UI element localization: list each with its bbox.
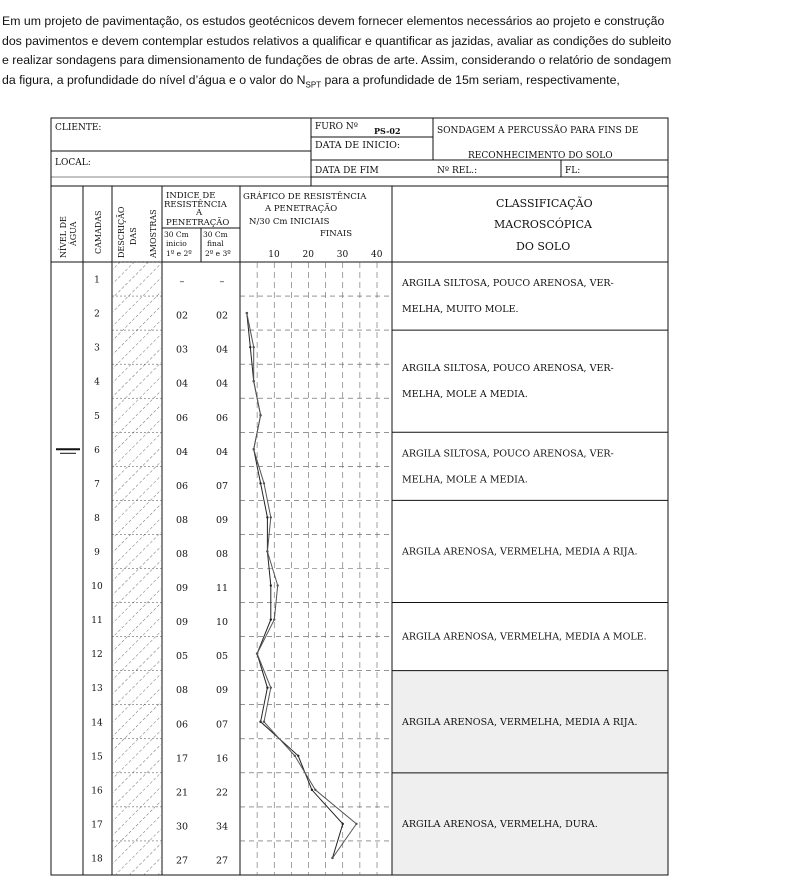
spt-point-finais xyxy=(314,789,316,791)
log-body xyxy=(51,262,668,875)
spt-point-finais xyxy=(266,550,268,552)
col-indice-2: RESISTÊNCIA xyxy=(164,200,227,210)
col-grafico-1: GRÁFICO DE RESISTÊNCIA xyxy=(243,192,367,202)
col-classificacao-3: DO SOLO xyxy=(516,240,571,253)
layer-depth: 1 xyxy=(94,275,100,286)
spt-final: 10 xyxy=(215,617,229,629)
spt-point-iniciais xyxy=(266,516,268,518)
spt-point-finais xyxy=(263,482,265,484)
spt-final: 04 xyxy=(215,344,229,356)
layer-depth: 2 xyxy=(94,309,100,320)
layer-depth: 14 xyxy=(91,718,103,729)
col-classificacao-1: CLASSIFICAÇÃO xyxy=(496,197,593,210)
soil-description: MELHA, MOLE A MEDIA. xyxy=(402,474,528,486)
spt-point-iniciais xyxy=(266,686,268,688)
spt-inicio: 04 xyxy=(175,378,189,390)
col-grafico-2: A PENETRAÇÃO xyxy=(265,204,338,214)
layer-depth: 7 xyxy=(94,479,100,490)
layer-depth: 5 xyxy=(94,411,100,422)
chart-tick-label: 40 xyxy=(371,250,383,260)
spt-point-finais xyxy=(263,721,265,723)
soil-description: ARGILA ARENOSA, VERMELHA, MEDIA A RIJA. xyxy=(402,546,638,558)
spt-point-finais xyxy=(273,618,275,620)
spt-point-iniciais xyxy=(270,618,272,620)
spt-point-finais xyxy=(259,414,261,416)
spt-point-finais xyxy=(253,346,255,348)
spt-final: 09 xyxy=(215,514,229,526)
col-descricao-1: DESCRIÇÃO xyxy=(117,206,126,258)
col-grafico-4: FINAIS xyxy=(320,229,353,239)
spt-inicio: 08 xyxy=(175,685,189,697)
spt-series-finais xyxy=(247,313,357,858)
layer-depth: 6 xyxy=(94,445,100,456)
col-indice-4: PENETRAÇÃO xyxy=(166,218,230,228)
spt-point-iniciais xyxy=(249,346,251,348)
spt-point-finais xyxy=(294,755,296,757)
spt-inicio: 06 xyxy=(175,412,189,424)
spt-final: 08 xyxy=(215,548,229,560)
soil-description: ARGILA SILTOSA, POUCO ARENOSA, VER- xyxy=(402,363,614,375)
col-camadas: CAMADAS xyxy=(94,210,103,254)
question-line-4-pre: da figura, a profundidade do nível d’água e o valor do N xyxy=(2,72,306,87)
spt-point-finais xyxy=(253,380,255,382)
layer-depth: 17 xyxy=(91,820,103,831)
col-nivel-agua-2: ÁGUA xyxy=(69,221,78,246)
chart-tick-label: 20 xyxy=(302,250,314,260)
local-label: LOCAL: xyxy=(55,158,91,168)
spt-final: 34 xyxy=(215,821,229,833)
spt-final: 02 xyxy=(215,310,229,322)
col-nivel-agua-1: NÍVEL DE xyxy=(59,216,68,258)
spt-point-finais xyxy=(246,312,248,314)
spt-inicio: – xyxy=(179,276,185,288)
spt-inicio: 02 xyxy=(175,310,189,322)
spt-point-iniciais xyxy=(259,721,261,723)
col-descricao-3: AMOSTRAS xyxy=(149,209,158,258)
spt-final: 27 xyxy=(215,855,229,867)
spt-inicio: 06 xyxy=(175,719,189,731)
question-line-1: Em um projeto de pavimentação, os estudos geotécnicos devem fornecer elementos necessários ao projeto e construção xyxy=(2,14,665,28)
col-final-1: 30 Cm xyxy=(203,230,228,239)
layer-depth: 3 xyxy=(94,343,100,354)
spt-final: 06 xyxy=(215,412,229,424)
soil-description: ARGILA SILTOSA, POUCO ARENOSA, VER- xyxy=(402,448,614,460)
soil-description: ARGILA ARENOSA, VERMELHA, DURA. xyxy=(402,818,598,830)
chart-tick-label: 10 xyxy=(268,250,280,260)
fl-label: FL: xyxy=(565,166,581,176)
layer-depth: 12 xyxy=(91,650,103,661)
spt-final: 04 xyxy=(215,446,229,458)
rel-label: Nº REL.: xyxy=(437,166,478,176)
spt-point-iniciais xyxy=(270,584,272,586)
question-line-2: dos pavimentos e devem contemplar estudos relativos a qualificar e quantificar as jazidas, avaliar as condições do subleito xyxy=(2,33,672,48)
spt-final: 22 xyxy=(215,787,229,799)
col-inicio-1: 30 Cm xyxy=(164,230,189,239)
col-final-2: final xyxy=(207,239,224,248)
col-indice-3: A xyxy=(196,208,203,218)
layer-depth: 11 xyxy=(91,616,103,627)
furo-label: FURO Nº xyxy=(315,122,358,132)
furo-value: PS-02 xyxy=(374,126,401,136)
spt-point-finais xyxy=(256,652,258,654)
spt-inicio: 04 xyxy=(175,446,189,458)
spt-final: 04 xyxy=(215,378,229,390)
spt-point-finais xyxy=(276,584,278,586)
layer-depth: 16 xyxy=(91,786,103,797)
layer-depth: 8 xyxy=(94,513,100,524)
col-grafico-3: N/30 Cm INICIAIS xyxy=(249,217,330,227)
spt-final: 05 xyxy=(215,651,229,663)
col-inicio-2: inicio xyxy=(166,239,187,248)
spt-point-iniciais xyxy=(342,823,344,825)
spt-inicio: 21 xyxy=(175,787,189,799)
soil-description: MELHA, MUITO MOLE. xyxy=(402,304,519,316)
spt-final: 07 xyxy=(215,480,229,492)
spt-final: – xyxy=(219,276,225,288)
layer-depth: 4 xyxy=(94,377,100,388)
soil-description: MELHA, MOLE A MEDIA. xyxy=(402,389,528,401)
spt-inicio: 09 xyxy=(175,583,189,595)
spt-inicio: 05 xyxy=(175,651,189,663)
spt-point-finais xyxy=(355,823,357,825)
spt-point-iniciais xyxy=(297,755,299,757)
col-indice-1: INDICE DE xyxy=(166,191,216,201)
chart-tick-label: 30 xyxy=(336,250,349,260)
soil-description: ARGILA SILTOSA, POUCO ARENOSA, VER- xyxy=(402,278,614,290)
spt-final: 16 xyxy=(215,753,229,765)
report-title-1: SONDAGEM A PERCUSSÃO PARA FINS DE xyxy=(437,126,639,136)
cliente-label: CLIENTE: xyxy=(55,123,102,133)
report-title-2: RECONHECIMENTO DO SOLO xyxy=(468,151,613,161)
spt-inicio: 03 xyxy=(175,344,189,356)
spt-inicio: 27 xyxy=(175,855,189,867)
layer-depth: 15 xyxy=(91,752,103,763)
spt-series-iniciais xyxy=(247,313,343,858)
spt-point-finais xyxy=(270,516,272,518)
spt-inicio: 06 xyxy=(175,480,189,492)
question-line-4-post: para a profundidade de 15m seriam, respectivamente, xyxy=(321,72,620,87)
spt-point-finais xyxy=(270,686,272,688)
water-level-marker xyxy=(56,449,80,453)
layer-depth: 9 xyxy=(94,547,100,558)
spt-point-iniciais xyxy=(311,789,313,791)
spt-final: 11 xyxy=(215,583,229,595)
soil-description: ARGILA ARENOSA, VERMELHA, MEDIA A RIJA. xyxy=(402,716,638,728)
spt-inicio: 08 xyxy=(175,514,189,526)
spt-inicio: 17 xyxy=(175,753,189,765)
spt-point-iniciais xyxy=(259,482,261,484)
col-final-3: 2º e 3º xyxy=(205,249,231,258)
col-descricao-2: DAS xyxy=(129,227,138,245)
col-inicio-3: 1º e 2º xyxy=(166,249,192,258)
spt-point-finais xyxy=(253,448,255,450)
spt-inicio: 30 xyxy=(175,821,189,833)
layer-depth: 13 xyxy=(91,684,103,695)
spt-inicio: 09 xyxy=(175,617,189,629)
spt-inicio: 08 xyxy=(175,548,189,560)
layer-depth: 18 xyxy=(91,854,103,865)
layer-depth: 10 xyxy=(91,582,103,593)
soil-description: ARGILA ARENOSA, VERMELHA, MEDIA A MOLE. xyxy=(402,631,647,643)
col-classificacao-2: MACROSCÓPICA xyxy=(494,218,593,231)
spt-final: 07 xyxy=(215,719,229,731)
data-fim-label: DATA DE FIM xyxy=(315,166,379,176)
spt-final: 09 xyxy=(215,685,229,697)
question-line-3: e realizar sondagens para dimensionamento de fundações de obras de arte. Assim, considerando o relatório de sondagem xyxy=(2,53,672,67)
nspt-subscript: SPT xyxy=(305,79,322,89)
spt-point-finais xyxy=(331,857,333,859)
data-inicio-label: DATA DE INICIO: xyxy=(315,140,401,151)
